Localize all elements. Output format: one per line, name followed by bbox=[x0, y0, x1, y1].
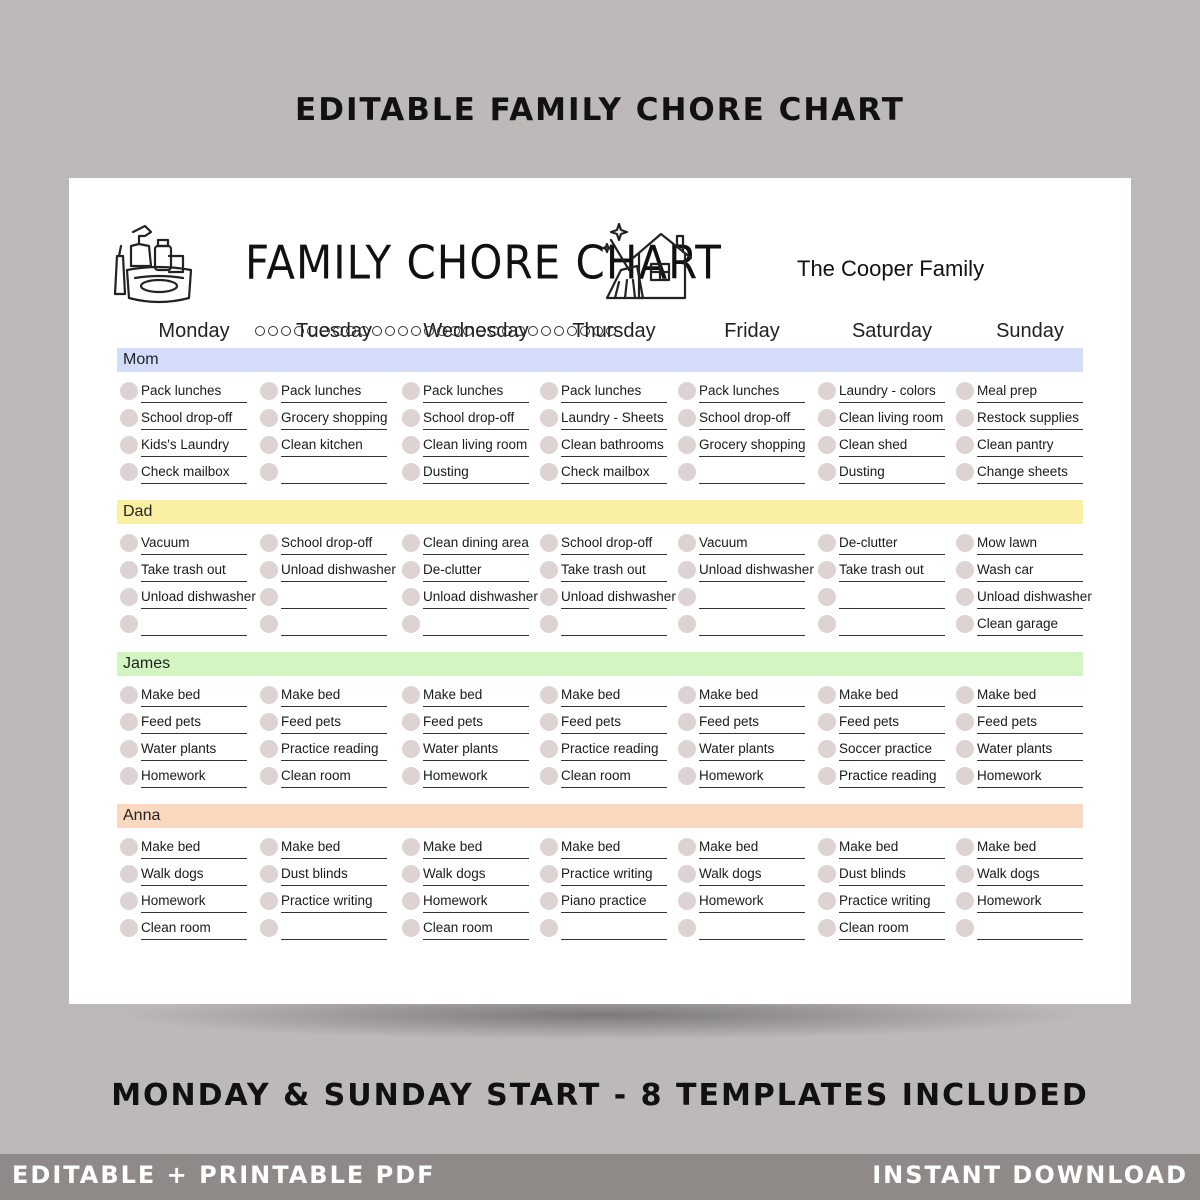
chore-text-field[interactable]: Mow lawn bbox=[977, 530, 1083, 555]
chore-text-field[interactable] bbox=[977, 915, 1083, 940]
checkbox-circle[interactable] bbox=[956, 838, 974, 856]
chore-text-field[interactable]: Homework bbox=[977, 763, 1083, 788]
chore-text-field[interactable]: Clean living room bbox=[839, 405, 945, 430]
chore-text-field[interactable]: School drop-off bbox=[699, 405, 805, 430]
checkbox-circle[interactable] bbox=[402, 382, 420, 400]
checkbox-circle[interactable] bbox=[120, 615, 138, 633]
checkbox-circle[interactable] bbox=[120, 463, 138, 481]
chore-text-field[interactable]: Unload dishwasher bbox=[977, 584, 1083, 609]
checkbox-circle[interactable] bbox=[956, 561, 974, 579]
chore-text-field[interactable]: Unload dishwasher bbox=[141, 584, 247, 609]
checkbox-circle[interactable] bbox=[120, 713, 138, 731]
checkbox-circle[interactable] bbox=[120, 382, 138, 400]
chore-text-field[interactable]: Feed pets bbox=[977, 709, 1083, 734]
chore-text-field[interactable]: School drop-off bbox=[561, 530, 667, 555]
checkbox-circle[interactable] bbox=[818, 838, 836, 856]
template-info-headline: MONDAY & SUNDAY START - 8 TEMPLATES INCLUDED bbox=[111, 1078, 1089, 1113]
checkbox-circle[interactable] bbox=[818, 534, 836, 552]
checkbox-circle[interactable] bbox=[260, 767, 278, 785]
chore-text-field[interactable]: Homework bbox=[699, 888, 805, 913]
checkbox-circle[interactable] bbox=[818, 686, 836, 704]
page-headline: EDITABLE FAMILY CHORE CHART bbox=[295, 92, 905, 128]
checkbox-circle[interactable] bbox=[120, 561, 138, 579]
checkbox-circle[interactable] bbox=[956, 382, 974, 400]
chore-text-field[interactable]: Feed pets bbox=[281, 709, 387, 734]
chore-text-field[interactable]: De-clutter bbox=[839, 530, 945, 555]
chore-text-field[interactable]: Make bed bbox=[561, 834, 667, 859]
chore-text-field[interactable]: Practice writing bbox=[839, 888, 945, 913]
checkbox-circle[interactable] bbox=[540, 615, 558, 633]
checkbox-circle[interactable] bbox=[402, 436, 420, 454]
chore-text-field[interactable] bbox=[699, 611, 805, 636]
checkbox-circle[interactable] bbox=[260, 382, 278, 400]
checkbox-circle[interactable] bbox=[540, 436, 558, 454]
chore-text-field[interactable]: Make bed bbox=[561, 682, 667, 707]
chore-text-field[interactable]: Wash car bbox=[977, 557, 1083, 582]
checkbox-circle[interactable] bbox=[956, 892, 974, 910]
chore-text-field[interactable]: Homework bbox=[423, 888, 529, 913]
checkbox-circle[interactable] bbox=[120, 436, 138, 454]
checkbox-circle[interactable] bbox=[540, 919, 558, 937]
checkbox-circle[interactable] bbox=[678, 561, 696, 579]
checkbox-circle[interactable] bbox=[818, 561, 836, 579]
chore-text-field[interactable]: Clean shed bbox=[839, 432, 945, 457]
chore-text-field[interactable]: Kids's Laundry bbox=[141, 432, 247, 457]
checkbox-circle[interactable] bbox=[402, 686, 420, 704]
chore-text-field[interactable]: Make bed bbox=[423, 834, 529, 859]
chore-text-field[interactable]: Make bed bbox=[839, 834, 945, 859]
checkbox-circle[interactable] bbox=[678, 686, 696, 704]
chore-text-field[interactable]: Practice reading bbox=[839, 763, 945, 788]
checkbox-circle[interactable] bbox=[260, 740, 278, 758]
chart-logo bbox=[109, 216, 722, 306]
chore-text-field[interactable]: Take trash out bbox=[561, 557, 667, 582]
checkbox-circle[interactable] bbox=[678, 892, 696, 910]
chore-text-field[interactable]: Make bed bbox=[839, 682, 945, 707]
chore-text-field[interactable]: Vacuum bbox=[699, 530, 805, 555]
chore-text-field[interactable]: Make bed bbox=[699, 834, 805, 859]
section-james bbox=[117, 652, 1083, 783]
chore-text-field[interactable] bbox=[561, 915, 667, 940]
checkbox-circle[interactable] bbox=[956, 865, 974, 883]
chore-text-field[interactable]: Clean room bbox=[423, 915, 529, 940]
checkbox-circle[interactable] bbox=[402, 892, 420, 910]
chore-text-field[interactable]: Make bed bbox=[141, 682, 247, 707]
checkbox-circle[interactable] bbox=[120, 919, 138, 937]
chore-text-field[interactable]: Vacuum bbox=[141, 530, 247, 555]
chore-text-field[interactable]: Dust blinds bbox=[839, 861, 945, 886]
checkbox-circle[interactable] bbox=[540, 686, 558, 704]
checkbox-circle[interactable] bbox=[678, 713, 696, 731]
checkbox-circle[interactable] bbox=[402, 463, 420, 481]
checkbox-circle[interactable] bbox=[260, 865, 278, 883]
chore-text-field[interactable] bbox=[699, 915, 805, 940]
section-anna bbox=[117, 804, 1083, 935]
day-header-sunday: Sunday bbox=[996, 320, 1064, 342]
chore-text-field[interactable]: Meal prep bbox=[977, 378, 1083, 403]
checkbox-circle[interactable] bbox=[120, 838, 138, 856]
checkbox-circle[interactable] bbox=[540, 409, 558, 427]
cleaning-supplies-icon bbox=[109, 216, 205, 308]
checkbox-circle[interactable] bbox=[818, 767, 836, 785]
checkbox-circle[interactable] bbox=[818, 382, 836, 400]
chore-text-field[interactable]: School drop-off bbox=[423, 405, 529, 430]
chore-text-field[interactable]: Make bed bbox=[281, 682, 387, 707]
chore-text-field[interactable]: De-clutter bbox=[423, 557, 529, 582]
member-name-band: Anna bbox=[117, 804, 1083, 828]
chore-text-field[interactable]: Homework bbox=[977, 888, 1083, 913]
checkbox-circle[interactable] bbox=[818, 436, 836, 454]
checkbox-circle[interactable] bbox=[678, 436, 696, 454]
checkbox-circle[interactable] bbox=[402, 767, 420, 785]
checkbox-circle[interactable] bbox=[120, 767, 138, 785]
checkbox-circle[interactable] bbox=[678, 919, 696, 937]
checkbox-circle[interactable] bbox=[120, 740, 138, 758]
checkbox-circle[interactable] bbox=[540, 534, 558, 552]
chore-text-field[interactable]: Water plants bbox=[423, 736, 529, 761]
checkbox-circle[interactable] bbox=[260, 409, 278, 427]
chore-text-field[interactable] bbox=[141, 611, 247, 636]
chore-text-field[interactable]: Practice reading bbox=[561, 736, 667, 761]
chore-text-field[interactable]: Make bed bbox=[977, 682, 1083, 707]
checkbox-circle[interactable] bbox=[818, 409, 836, 427]
chore-text-field[interactable]: Grocery shopping bbox=[281, 405, 387, 430]
checkbox-circle[interactable] bbox=[678, 588, 696, 606]
chore-text-field[interactable]: Unload dishwasher bbox=[281, 557, 387, 582]
chore-text-field[interactable]: Check mailbox bbox=[561, 459, 667, 484]
chore-text-field[interactable] bbox=[839, 611, 945, 636]
checkbox-circle[interactable] bbox=[402, 713, 420, 731]
checkbox-circle[interactable] bbox=[402, 588, 420, 606]
checkbox-circle[interactable] bbox=[956, 919, 974, 937]
checkbox-circle[interactable] bbox=[402, 838, 420, 856]
chore-text-field[interactable]: School drop-off bbox=[141, 405, 247, 430]
chore-text-field[interactable]: Clean room bbox=[839, 915, 945, 940]
chore-text-field[interactable]: Clean kitchen bbox=[281, 432, 387, 457]
family-name: The Cooper Family bbox=[797, 256, 985, 281]
checkbox-circle[interactable] bbox=[818, 463, 836, 481]
checkbox-circle[interactable] bbox=[540, 838, 558, 856]
member-name-band: Mom bbox=[117, 348, 1083, 372]
chore-text-field[interactable]: Dusting bbox=[423, 459, 529, 484]
chore-text-field[interactable]: Homework bbox=[141, 888, 247, 913]
checkbox-circle[interactable] bbox=[678, 740, 696, 758]
chore-text-field[interactable]: Walk dogs bbox=[977, 861, 1083, 886]
day-header-friday: Friday bbox=[724, 320, 780, 342]
chore-text-field[interactable]: Pack lunches bbox=[561, 378, 667, 403]
checkbox-circle[interactable] bbox=[120, 865, 138, 883]
chore-text-field[interactable]: Make bed bbox=[977, 834, 1083, 859]
chore-text-field[interactable]: Feed pets bbox=[423, 709, 529, 734]
chore-text-field[interactable]: Clean room bbox=[281, 763, 387, 788]
checkbox-circle[interactable] bbox=[818, 919, 836, 937]
checkbox-circle[interactable] bbox=[402, 561, 420, 579]
chore-text-field[interactable]: Clean living room bbox=[423, 432, 529, 457]
chore-text-field[interactable]: Walk dogs bbox=[141, 861, 247, 886]
checkbox-circle[interactable] bbox=[402, 534, 420, 552]
checkbox-circle[interactable] bbox=[956, 686, 974, 704]
chore-text-field[interactable] bbox=[423, 611, 529, 636]
checkbox-circle[interactable] bbox=[818, 865, 836, 883]
checkbox-circle[interactable] bbox=[540, 865, 558, 883]
day-header-saturday: Saturday bbox=[851, 320, 933, 342]
checkbox-circle[interactable] bbox=[678, 865, 696, 883]
chore-text-field[interactable]: Make bed bbox=[141, 834, 247, 859]
checkbox-circle[interactable] bbox=[956, 740, 974, 758]
chore-text-field[interactable]: Piano practice bbox=[561, 888, 667, 913]
chore-text-field[interactable] bbox=[281, 915, 387, 940]
chore-text-field[interactable]: Water plants bbox=[699, 736, 805, 761]
chore-text-field[interactable]: Unload dishwasher bbox=[423, 584, 529, 609]
chore-text-field[interactable]: Make bed bbox=[423, 682, 529, 707]
checkbox-circle[interactable] bbox=[260, 588, 278, 606]
day-header-thursday: Thursday bbox=[572, 320, 656, 342]
chore-text-field[interactable]: Pack lunches bbox=[699, 378, 805, 403]
chart-title: FAMILY CHORE CHART bbox=[245, 235, 722, 290]
checkbox-circle[interactable] bbox=[402, 919, 420, 937]
chore-text-field[interactable]: Walk dogs bbox=[699, 861, 805, 886]
checkbox-circle[interactable] bbox=[678, 409, 696, 427]
chore-text-field[interactable] bbox=[281, 584, 387, 609]
checkbox-circle[interactable] bbox=[956, 713, 974, 731]
checkbox-circle[interactable] bbox=[818, 740, 836, 758]
chore-text-field[interactable]: Walk dogs bbox=[423, 861, 529, 886]
checkbox-circle[interactable] bbox=[260, 615, 278, 633]
chore-text-field[interactable]: Make bed bbox=[699, 682, 805, 707]
checkbox-circle[interactable] bbox=[120, 686, 138, 704]
chore-text-field[interactable]: Clean pantry bbox=[977, 432, 1083, 457]
chore-text-field[interactable]: Make bed bbox=[281, 834, 387, 859]
chore-text-field[interactable]: School drop-off bbox=[281, 530, 387, 555]
checkbox-circle[interactable] bbox=[540, 588, 558, 606]
checkbox-circle[interactable] bbox=[260, 892, 278, 910]
chore-text-field[interactable]: Pack lunches bbox=[423, 378, 529, 403]
chore-text-field[interactable]: Feed pets bbox=[839, 709, 945, 734]
chore-text-field[interactable]: Grocery shopping bbox=[699, 432, 805, 457]
chore-text-field[interactable]: Change sheets bbox=[977, 459, 1083, 484]
day-header-row bbox=[118, 320, 1098, 350]
checkbox-circle[interactable] bbox=[402, 615, 420, 633]
chore-text-field[interactable]: Soccer practice bbox=[839, 736, 945, 761]
checkbox-circle[interactable] bbox=[818, 892, 836, 910]
chore-text-field[interactable]: Unload dishwasher bbox=[561, 584, 667, 609]
checkbox-circle[interactable] bbox=[818, 615, 836, 633]
checkbox-circle[interactable] bbox=[956, 436, 974, 454]
checkbox-circle[interactable] bbox=[260, 919, 278, 937]
checkbox-circle[interactable] bbox=[956, 409, 974, 427]
chore-text-field[interactable]: Clean room bbox=[141, 915, 247, 940]
section-mom bbox=[117, 348, 1083, 479]
checkbox-circle[interactable] bbox=[260, 713, 278, 731]
checkbox-circle[interactable] bbox=[120, 409, 138, 427]
chore-text-field[interactable]: Unload dishwasher bbox=[699, 557, 805, 582]
chore-text-field[interactable]: Feed pets bbox=[141, 709, 247, 734]
day-header-tuesday: Tuesday bbox=[296, 320, 372, 342]
checkbox-circle[interactable] bbox=[678, 767, 696, 785]
checkbox-circle[interactable] bbox=[120, 892, 138, 910]
checkbox-circle[interactable] bbox=[678, 838, 696, 856]
chore-text-field[interactable]: Dusting bbox=[839, 459, 945, 484]
checkbox-circle[interactable] bbox=[540, 767, 558, 785]
chore-text-field[interactable]: Water plants bbox=[141, 736, 247, 761]
checkbox-circle[interactable] bbox=[260, 463, 278, 481]
chore-text-field[interactable]: Practice writing bbox=[281, 888, 387, 913]
checkbox-circle[interactable] bbox=[260, 436, 278, 454]
chore-text-field[interactable]: Feed pets bbox=[561, 709, 667, 734]
checkbox-circle[interactable] bbox=[956, 463, 974, 481]
chore-text-field[interactable]: Laundry - Sheets bbox=[561, 405, 667, 430]
checkbox-circle[interactable] bbox=[402, 409, 420, 427]
chore-text-field[interactable] bbox=[699, 459, 805, 484]
chore-text-field[interactable]: Homework bbox=[699, 763, 805, 788]
chore-text-field[interactable]: Dust blinds bbox=[281, 861, 387, 886]
checkbox-circle[interactable] bbox=[402, 740, 420, 758]
checkbox-circle[interactable] bbox=[956, 615, 974, 633]
chore-text-field[interactable]: Check mailbox bbox=[141, 459, 247, 484]
checkbox-circle[interactable] bbox=[678, 382, 696, 400]
checkbox-circle[interactable] bbox=[540, 561, 558, 579]
member-name-band: Dad bbox=[117, 500, 1083, 524]
chore-text-field[interactable] bbox=[281, 459, 387, 484]
chore-text-field[interactable]: Pack lunches bbox=[141, 378, 247, 403]
chore-text-field[interactable]: Take trash out bbox=[141, 557, 247, 582]
checkbox-circle[interactable] bbox=[956, 767, 974, 785]
chore-text-field[interactable]: Restock supplies bbox=[977, 405, 1083, 430]
checkbox-circle[interactable] bbox=[260, 838, 278, 856]
chore-text-field[interactable]: Laundry - colors bbox=[839, 378, 945, 403]
chore-text-field[interactable] bbox=[281, 611, 387, 636]
chore-text-field[interactable] bbox=[699, 584, 805, 609]
chore-text-field[interactable]: Clean bathrooms bbox=[561, 432, 667, 457]
checkbox-circle[interactable] bbox=[818, 588, 836, 606]
checkbox-circle[interactable] bbox=[120, 534, 138, 552]
checkbox-circle[interactable] bbox=[678, 534, 696, 552]
day-header-monday: Monday bbox=[158, 320, 230, 342]
checkbox-circle[interactable] bbox=[540, 740, 558, 758]
checkbox-circle[interactable] bbox=[678, 615, 696, 633]
chore-text-field[interactable]: Practice reading bbox=[281, 736, 387, 761]
chore-text-field[interactable] bbox=[839, 584, 945, 609]
chore-text-field[interactable]: Homework bbox=[141, 763, 247, 788]
chore-text-field[interactable]: Pack lunches bbox=[281, 378, 387, 403]
checkbox-circle[interactable] bbox=[540, 713, 558, 731]
chore-text-field[interactable] bbox=[561, 611, 667, 636]
footer-right-label: INSTANT DOWNLOAD bbox=[872, 1161, 1188, 1189]
chore-text-field[interactable]: Take trash out bbox=[839, 557, 945, 582]
checkbox-circle[interactable] bbox=[540, 382, 558, 400]
chore-text-field[interactable]: Practice writing bbox=[561, 861, 667, 886]
footer-left-label: EDITABLE + PRINTABLE PDF bbox=[12, 1161, 436, 1189]
chore-text-field[interactable]: Water plants bbox=[977, 736, 1083, 761]
member-name-band: James bbox=[117, 652, 1083, 676]
checkbox-circle[interactable] bbox=[818, 713, 836, 731]
checkbox-circle[interactable] bbox=[540, 892, 558, 910]
checkbox-circle[interactable] bbox=[260, 534, 278, 552]
chore-text-field[interactable]: Clean room bbox=[561, 763, 667, 788]
checkbox-circle[interactable] bbox=[260, 686, 278, 704]
checkbox-circle[interactable] bbox=[678, 463, 696, 481]
checkbox-circle[interactable] bbox=[402, 865, 420, 883]
chore-text-field[interactable]: Clean dining area bbox=[423, 530, 529, 555]
checkbox-circle[interactable] bbox=[956, 588, 974, 606]
chore-text-field[interactable]: Feed pets bbox=[699, 709, 805, 734]
chore-text-field[interactable]: Homework bbox=[423, 763, 529, 788]
section-dad bbox=[117, 500, 1092, 631]
house-broom-icon bbox=[599, 220, 695, 304]
checkbox-circle[interactable] bbox=[540, 463, 558, 481]
day-header-wednesday: Wednesday bbox=[423, 320, 529, 342]
checkbox-circle[interactable] bbox=[120, 588, 138, 606]
checkbox-circle[interactable] bbox=[956, 534, 974, 552]
checkbox-circle[interactable] bbox=[260, 561, 278, 579]
chore-chart-sheet bbox=[69, 178, 1131, 1004]
chore-text-field[interactable]: Clean garage bbox=[977, 611, 1083, 636]
